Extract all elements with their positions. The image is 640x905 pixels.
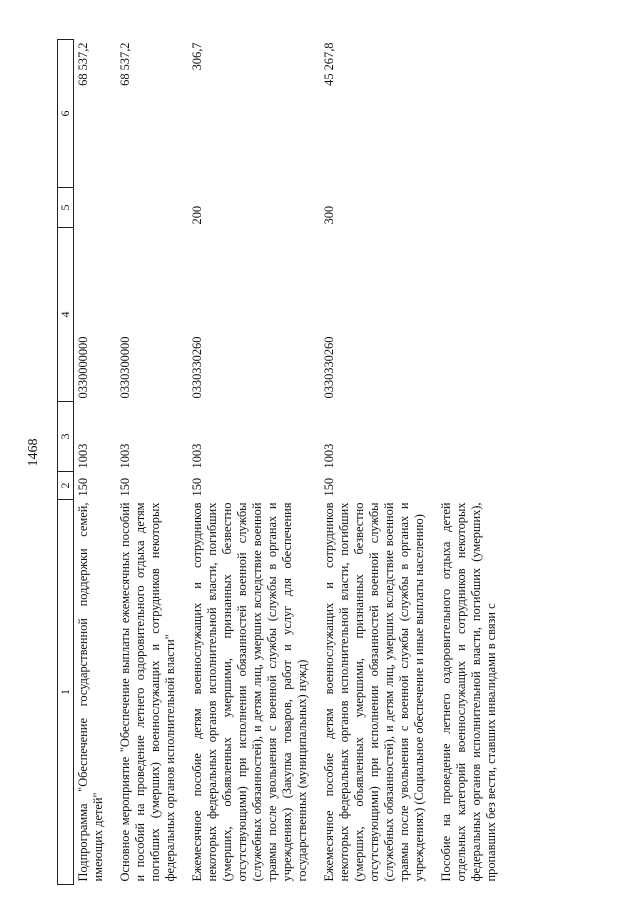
row-amount: 306,7 [190, 42, 204, 71]
header-row [58, 40, 74, 885]
row-expense-type [433, 188, 549, 228]
header-col-3: 3 [58, 402, 74, 472]
header-col-6: 6 [58, 40, 74, 188]
header-col-2: 2 [58, 472, 74, 500]
row-admin-code: 150 [322, 477, 336, 497]
header-col-4: 4 [58, 228, 74, 402]
table-row [433, 40, 549, 885]
page-number: 1468 [26, 438, 41, 467]
table-row [74, 40, 113, 885]
row-name: Основное мероприятие "Обеспечение выплаты ежемесячных пособий и пособий на проведение летнего оздоровительного отдыха детям погибших (умерших) военнослужащих и сотрудников некоторых федеральных органов исполнительной власти" [118, 502, 177, 882]
row-section-code: 1003 [322, 443, 336, 469]
row-expense-type: 300 [322, 205, 336, 225]
row-section-code: 1003 [118, 443, 132, 469]
row-amount: 68 537,2 [118, 42, 132, 86]
row-expense-type [74, 188, 113, 228]
row-target-code: 0330330260 [190, 336, 204, 399]
row-section-code: 1003 [76, 443, 90, 469]
row-target-code: 0330330260 [322, 336, 336, 399]
row-amount: 68 537,2 [76, 42, 90, 86]
table-row [184, 40, 316, 885]
table-row [112, 40, 184, 885]
row-name-cell [433, 500, 549, 885]
row-admin-code: 150 [190, 477, 204, 497]
row-section-code: 1003 [190, 443, 204, 469]
row-name: Пособие на проведение летнего оздоровительного отдыха детей отдельных категорий военнослужащих и сотрудников некоторых федеральных органов исполнительной власти, погибших (умерших), пропавших без вести, ставших инвалидами в связи с [439, 502, 498, 882]
header-col-5: 5 [58, 188, 74, 228]
row-name: Подпрограмма "Обеспечение государственной поддержки семей, имеющих детей" [76, 502, 105, 882]
row-expense-type: 200 [190, 205, 204, 225]
row-amount: 45 267,8 [322, 42, 336, 86]
row-admin-code: 150 [118, 477, 132, 497]
row-target-code: 0330000000 [76, 336, 90, 399]
row-admin-code [433, 472, 549, 500]
row-section-code [433, 402, 549, 472]
row-expense-type [112, 188, 184, 228]
budget-table [57, 39, 549, 885]
row-name: Ежемесячное пособие детям военнослужащих и сотрудников некоторых федеральных органов исполнительной власти, погибших (умерших, объявленных умершими, признанных безвестно отсутствующими) при исполнении обязанностей военной службы (служебных обязанностей), и детям лиц, умерших вследствие военной травмы после увольнения с военной службы (службы в органах и учреждениях) (Закупка товаров, работ и услуг для обеспечения государственных (муниципальных) нужд) [190, 502, 309, 882]
row-amount [433, 40, 549, 188]
table-row [316, 40, 433, 885]
header-col-1: 1 [58, 500, 74, 885]
row-name: Ежемесячное пособие детям военнослужащих и сотрудников некоторых федеральных органов исполнительной власти, погибших (умерших, объявленных умершими, признанных безвестно отсутствующими) при исполнении обязанностей военной службы (служебных обязанностей), и детям лиц, умерших вследствие военной травмы после увольнения с военной службы (службы в органах и учреждениях) (Социальное обеспечение и иные выплаты населению) [322, 502, 426, 882]
row-target-code: 0330300000 [118, 336, 132, 399]
row-admin-code: 150 [76, 477, 90, 497]
row-target-code [433, 228, 549, 402]
